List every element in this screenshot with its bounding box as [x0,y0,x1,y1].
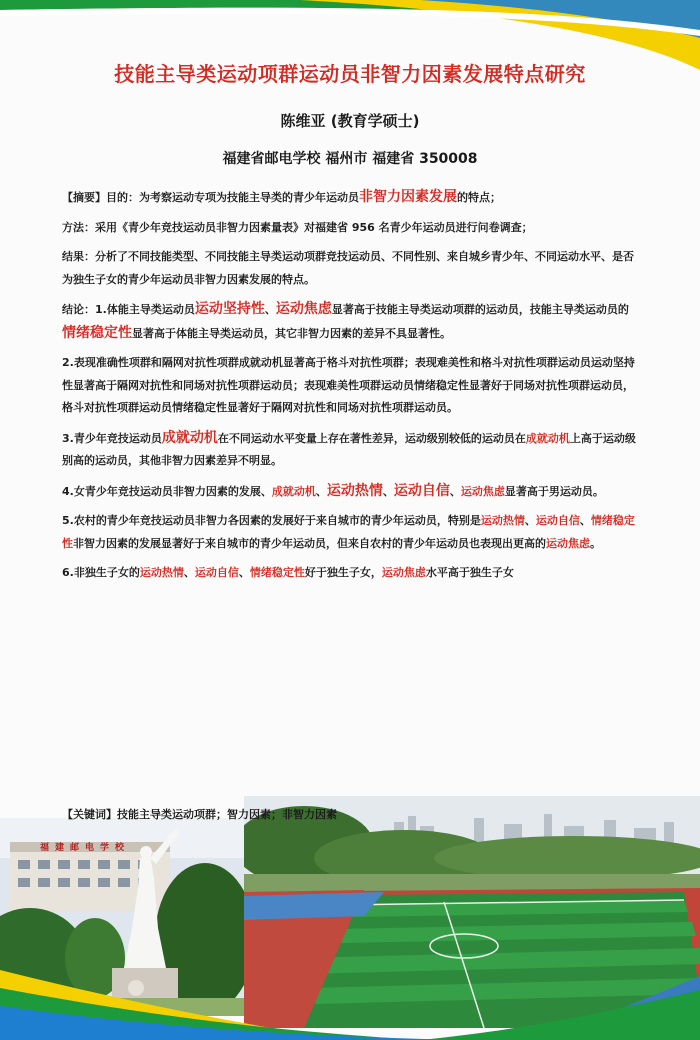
abstract-conclusion-3: 3.青少年竞技运动员成就动机在不同运动水平变量上存在著性差异，运动级别较低的运动员在成就动机上高于运动级别高的运动员，其他非智力因素差异不明显。 [62,429,636,467]
abstract-conclusion-1: 结论：1.体能主导类运动员运动坚持性、运动焦虑显著高于技能主导类运动项群的运动员，技能主导类运动员的情绪稳定性显著高于体能主导类运动员，其它非智力因素的差异不具显著性。 [62,301,629,341]
author-affiliation: 福建省邮电学校 福州市 福建省 350008 [222,151,478,167]
abstract-body [62,186,640,592]
keywords: 【关键词】技能主导类运动项群；智力因素；非智力因素 [62,808,337,821]
author-name: 陈维亚 (教育学硕士) [280,112,420,130]
abstract-purpose: 【摘要】目的：为考察运动专项为技能主导类的青少年运动员非智力因素发展的特点； [62,189,501,205]
page-title: 技能主导类运动项群运动员非智力因素发展特点研究 [114,62,586,86]
abstract-conclusion-4: 4.女青少年竞技运动员非智力因素的发展、成就动机、运动热情、运动自信、运动焦虑显著高于男运动员。 [62,482,604,499]
abstract-conclusion-2: 2.表现准确性项群和隔网对抗性项群成就动机显著高于格斗对抗性项群；表现难美性和格斗对抗性项群运动员运动坚持性显著高于隔网对抗性和同场对抗性项群运动员；表现难美性项群运动员情绪稳定性显著好于同场对抗性项群运动员，格斗对抗性项群运动员情绪稳定性显著好于隔网对抗性和同场对抗性项群运动员。 [62,356,635,414]
bottom-swoosh-decoration [0,930,700,1040]
abstract-results: 结果：分析了不同技能类型、不同技能主导类运动项群竞技运动员、不同性别、来自城乡青少年、不同运动水平、是否为独生子女的青少年运动员非智力因素发展的特点。 [62,250,634,286]
abstract-conclusion-6: 6.非独生子女的运动热情、运动自信、情绪稳定性好于独生子女，运动焦虑水平高于独生子女 [62,566,514,579]
abstract-method: 方法：采用《青少年竞技运动员非智力因素量表》对福建省 956 名青少年运动员进行问卷调查； [62,220,533,234]
abstract-conclusion-5: 5.农村的青少年竞技运动员非智力各因素的发展好于来自城市的青少年运动员，特别是运动热情、运动自信、情绪稳定性非智力因素的发展显著好于来自城市的青少年运动员，但来自农村的青少年运动员也表现出更高的运动焦虑。 [62,514,635,550]
building-sign-text: 福建邮电学校 [40,843,131,853]
